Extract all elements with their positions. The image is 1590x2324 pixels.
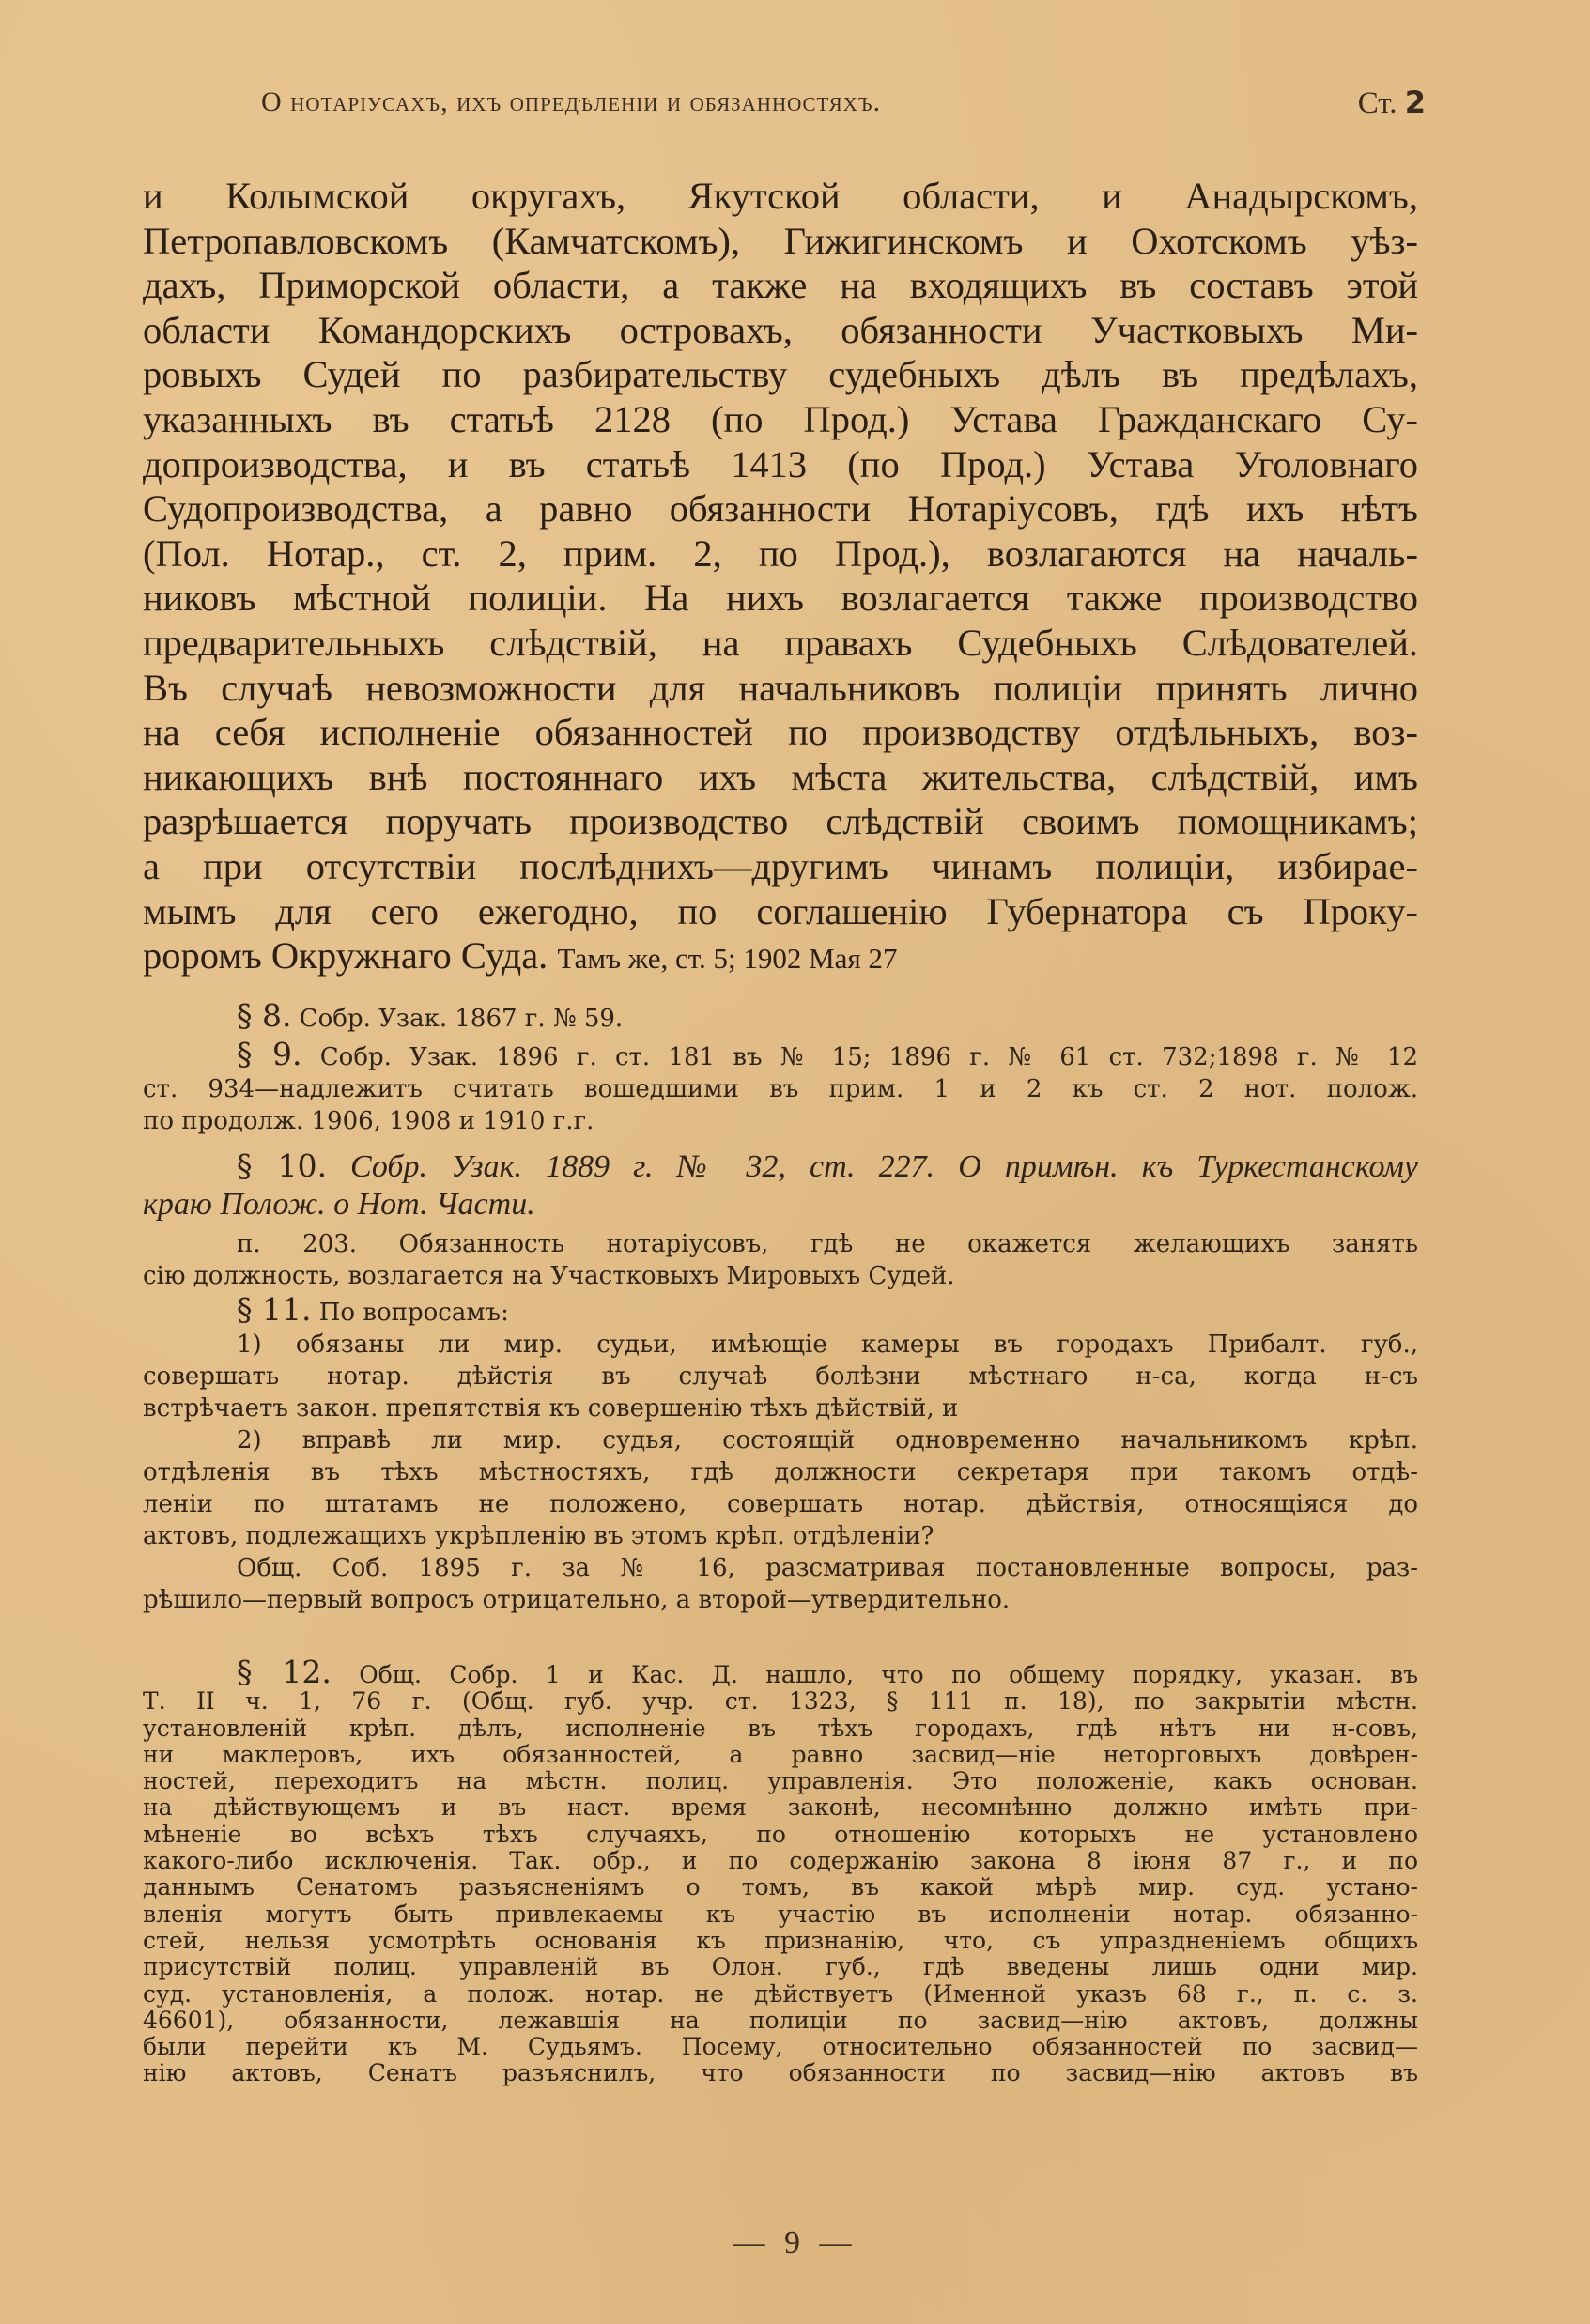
note-line: вленія могутъ быть привлекаемы къ участію въ исполненіи нотар. обязанно- (143, 1900, 1418, 1928)
main-line: и Колымской округахъ, Якутской области, и Анадырскомъ, (143, 175, 1418, 217)
note-line (143, 1036, 1418, 1073)
note-line: 46601), обязанности, лежавшія на полиціи по засвид—нію актовъ, должны (143, 2006, 1418, 2034)
main-line: (Пол. Нотар., ст. 2, прим. 2, по Прод.), возлагаются на началь- (143, 531, 1418, 575)
note-text: Собр. Узак. 1896 г. ст. 181 въ № 15; 1896 г. № 61 ст. 732;1898 г. № 12 (319, 1043, 1418, 1071)
note-section-8 (143, 997, 1418, 1038)
main-line: указанныхъ въ статьѣ 2128 (по Прод.) Устава Гражданскаго Су- (143, 397, 1418, 440)
note-line: даннымъ Сенатомъ разъясненіямъ о томъ, въ какой мѣрѣ мир. суд. устано- (143, 1873, 1418, 1901)
section-mark: § 9. (237, 1036, 302, 1072)
main-line: ровыхъ Судей по разбирательству судебныхъ дѣлъ въ предѣлахъ, (143, 353, 1418, 396)
section-mark: § 10. (237, 1147, 328, 1184)
note-line (143, 1654, 1418, 1690)
main-citation: Тамъ же, ст. 5; 1902 Мая 27 (557, 942, 898, 976)
note-section-9 (143, 1036, 1418, 1137)
question-2-line: леніи по штатамъ не положено, совершать нотар. дѣйствія, относящіяся до (143, 1490, 1418, 1518)
note-text: Собр. Узак. 1867 г. № 59. (299, 1005, 624, 1033)
main-line: а при отсутствіи послѣднихъ—другимъ чинамъ полиціи, избирае- (143, 844, 1418, 887)
note-line: какого-либо исключенія. Так. обр., и по содержанію закона 8 іюня 87 г., и по (143, 1847, 1418, 1875)
answer-line: Общ. Соб. 1895 г. за № 16, разсматривая постановленные вопросы, раз- (237, 1554, 1418, 1582)
running-header (261, 86, 1426, 133)
main-line: Судопроизводства, а равно обязанности Нотаріусовъ, гдѣ ихъ нѣтъ (143, 487, 1418, 531)
note-line: были перейти къ М. Судьямъ. Посему, относительно обязанностей по засвид— (143, 2033, 1418, 2061)
note-text: Общ. Собр. 1 и Кас. Д. нашло, что по общему порядку, указан. въ (359, 1661, 1418, 1688)
main-line: на себя исполненіе обязанностей по производству отдѣльныхъ, воз- (143, 711, 1418, 754)
main-last-text: роромъ Окружнаго Суда. (143, 934, 548, 977)
note-section-12 (143, 1654, 1418, 2087)
main-line: никающихъ внѣ постояннаго ихъ мѣста жительства, слѣдствій, имъ (143, 755, 1418, 798)
question-1-line: встрѣчаетъ закон. препятствія къ совершенію тѣхъ дѣйствій, и (143, 1394, 959, 1423)
note-line: установленій крѣп. дѣлъ, исполненіе въ тѣхъ городахъ, гдѣ нѣтъ ни н-совъ, (143, 1714, 1418, 1742)
note-line: Т. II ч. 1, 76 г. (Общ. губ. учр. ст. 1323, § 111 п. 18), по закрытіи мѣстн. (143, 1687, 1418, 1716)
question-2-line: отдѣленія въ тѣхъ мѣстностяхъ, гдѣ должности секретаря при такомъ отдѣ- (143, 1458, 1418, 1486)
note-section-11 (143, 1291, 1418, 1616)
header-article-prefix: Ст. (1357, 86, 1397, 120)
note-line: нію актовъ, Сенатъ разъяснилъ, что обязанности по засвид—нію актовъ въ (143, 2059, 1418, 2087)
main-article-text (143, 174, 1418, 978)
question-1-line: 1) обязаны ли мир. судьи, имѣющіе камеры въ городахъ Прибалт. губ., (237, 1331, 1418, 1359)
main-line: предварительныхъ слѣдствій, на правахъ Судебныхъ Слѣдователей. (143, 621, 1418, 664)
note-section-10 (143, 1148, 1418, 1223)
section-mark: § 8. (237, 997, 292, 1034)
page-number: — 9 — (733, 2225, 857, 2260)
question-2-line: 2) вправѣ ли мир. судья, состоящій одновременно начальникомъ крѣп. (237, 1426, 1418, 1454)
question-1-line: совершать нотар. дѣйстія въ случаѣ болѣзни мѣстнаго н-са, когда н-съ (143, 1362, 1418, 1391)
note-text: Собр. Узак. 1889 г. № 32, ст. 227. О примѣн. къ Туркестанскому (349, 1149, 1418, 1184)
note-line (143, 997, 1418, 1038)
main-line: Петропавловскомъ (Камчатскомъ), Гижигинскомъ и Охотскомъ уѣз- (143, 219, 1418, 262)
main-line: никовъ мѣстной полиціи. На нихъ возлагается также производство (143, 577, 1418, 620)
main-line: дахъ, Приморской области, а также на входящихъ въ составъ этой (143, 264, 1418, 307)
main-line: разрѣшается поручать производство слѣдствій своимъ помощникамъ; (143, 800, 1418, 843)
note-line: п. 203. Обязанность нотаріусовъ, гдѣ не окажется желающихъ занять (237, 1230, 1418, 1258)
note-line: ностей, переходитъ на мѣстн. полиц. управленія. Это положеніе, какъ основан. (143, 1767, 1418, 1795)
note-line: ни маклеровъ, ихъ обязанностей, а равно засвид—ніе неторговыхъ довѣрен- (143, 1740, 1418, 1768)
section-mark: § 11. (237, 1291, 312, 1328)
question-2-line: актовъ, подлежащихъ укрѣпленію въ этомъ крѣп. отдѣленіи? (143, 1522, 934, 1550)
note-line: ст. 934—надлежитъ считать вошедшими въ прим. 1 и 2 къ ст. 2 нот. полож. (143, 1075, 1418, 1103)
note-line: сію должность, возлагается на Участковыхъ Мировыхъ Судей. (143, 1262, 955, 1290)
answer-line: рѣшило—первый вопросъ отрицательно, а второй—утвердительно. (143, 1586, 1011, 1614)
main-line: Въ случаѣ невозможности для начальниковъ полиціи принять лично (143, 666, 1418, 709)
header-article (1358, 85, 1426, 121)
note-heading: По вопросамъ: (318, 1299, 509, 1327)
note-point-203 (143, 1228, 1418, 1292)
note-line: стей, нельзя усмотрѣть основанія къ признанію, что, съ упраздненіемъ общихъ (143, 1926, 1418, 1954)
note-line: суд. установленія, а полож. нотар. не дѣйствуетъ (Именной указъ 68 г., п. с. з. (143, 1979, 1418, 2008)
section-mark: § 12. (237, 1654, 332, 1690)
main-line: области Командорскихъ островахъ, обязанности Участковыхъ Ми- (143, 308, 1418, 351)
note-line (143, 1291, 1418, 1329)
header-title: О нотаріусахъ, ихъ опредѣленіи и обязанностяхъ. (261, 86, 882, 117)
note-line: краю Полож. о Нот. Части. (143, 1187, 535, 1222)
note-line (143, 1148, 1418, 1187)
main-line-last (143, 933, 1418, 978)
note-line: по продолж. 1906, 1908 и 1910 г.г. (143, 1107, 594, 1135)
main-line: допроизводства, и въ статьѣ 1413 (по Прод.) Устава Уголовнаго (143, 442, 1418, 485)
note-line: присутствій полиц. управленій въ Олон. губ., гдѣ введены лишь одни мир. (143, 1953, 1418, 1981)
note-line: на дѣйствующемъ и въ наст. время законѣ, несомнѣнно должно имѣть при- (143, 1793, 1418, 1822)
note-line: мѣненіе во всѣхъ тѣхъ случаяхъ, по отношенію которыхъ не установлено (143, 1820, 1418, 1848)
header-article-number: 2 (1404, 85, 1426, 120)
main-line: мымъ для сего ежегодно, по соглашенію Губернатора съ Проку- (143, 889, 1418, 932)
